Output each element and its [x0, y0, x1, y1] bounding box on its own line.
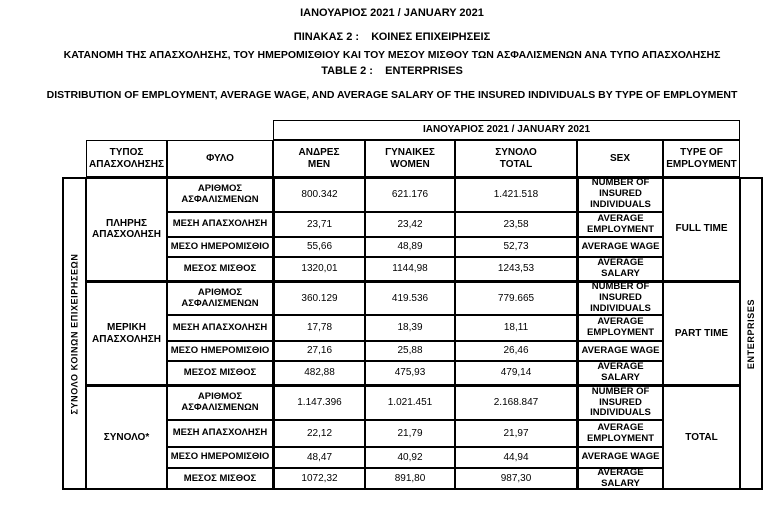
value-women: 419.536	[365, 281, 455, 315]
row-group-label-part-time-gr: ΜΕΡΙΚΗ ΑΠΑΣΧΟΛΗΣΗ	[86, 281, 167, 385]
col-header-men	[273, 140, 365, 177]
metric-label-gr: ΑΡΙΘΜΟΣ ΑΣΦΑΛΙΣΜΕΝΩΝ	[167, 385, 273, 420]
col-header-men-en: MEN	[307, 158, 331, 170]
col-header-sex-gr: ΦΥΛΟ	[167, 140, 273, 177]
value-men: 360.129	[273, 281, 365, 315]
value-women: 475,93	[365, 361, 455, 385]
value-women: 23,42	[365, 212, 455, 237]
value-total: 44,94	[455, 447, 577, 468]
metric-label-gr: ΜΕΣΟΣ ΜΙΣΘΟΣ	[167, 468, 273, 490]
value-men: 22,12	[273, 420, 365, 447]
right-strip-label: ENTERPRISES	[746, 298, 757, 369]
doc-title-table-number-en: TABLE 2 : ENTERPRISES	[321, 65, 463, 77]
col-header-women	[365, 140, 455, 177]
value-men: 1072,32	[273, 468, 365, 490]
left-strip-total-common-enterprises	[62, 177, 86, 490]
value-men: 48,47	[273, 447, 365, 468]
value-total: 18,11	[455, 315, 577, 341]
value-total: 23,58	[455, 212, 577, 237]
metric-label-en: AVERAGE SALARY	[577, 257, 663, 281]
metric-label-en: NUMBER OF INSURED INDIVIDUALS	[577, 385, 663, 420]
col-header-type-en: TYPE OF EMPLOYMENT	[663, 140, 740, 177]
metric-label-gr: ΜΕΣΟΣ ΜΙΣΘΟΣ	[167, 361, 273, 385]
col-header-total	[455, 140, 577, 177]
metric-label-gr: ΜΕΣΗ ΑΠΑΣΧΟΛΗΣΗ	[167, 212, 273, 237]
row-group-label-total-gr: ΣΥΝΟΛΟ*	[86, 385, 167, 490]
doc-title-description-en: DISTRIBUTION OF EMPLOYMENT, AVERAGE WAGE, AND AVERAGE SALARY OF THE INSURED INDIVIDUALS BY TYPE OF EMPLOYMENT	[46, 89, 738, 101]
doc-title-table-number-gr: ΠΙΝΑΚΑΣ 2 : ΚΟΙΝΕΣ ΕΠΙΧΕΙΡΗΣΕΙΣ	[293, 31, 491, 43]
value-men: 55,66	[273, 237, 365, 257]
metric-label-en: NUMBER OF INSURED INDIVIDUALS	[577, 281, 663, 315]
col-header-total-gr: ΣΥΝΟΛΟ	[495, 147, 537, 158]
metric-label-gr: ΜΕΣΗ ΑΠΑΣΧΟΛΗΣΗ	[167, 315, 273, 341]
metric-label-gr: ΑΡΙΘΜΟΣ ΑΣΦΑΛΙΣΜΕΝΩΝ	[167, 177, 273, 212]
left-strip-label: ΣΥΝΟΛΟ ΚΟΙΝΩΝ ΕΠΙΧΕΙΡΗΣΕΩΝ	[69, 253, 79, 414]
row-group-label-part-time-en: PART TIME	[663, 281, 740, 385]
value-men: 1.147.396	[273, 385, 365, 420]
value-women: 40,92	[365, 447, 455, 468]
value-total: 987,30	[455, 468, 577, 490]
col-header-sex-en: SEX	[577, 140, 663, 177]
metric-label-en: AVERAGE SALARY	[577, 361, 663, 385]
value-total: 1243,53	[455, 257, 577, 281]
value-total: 479,14	[455, 361, 577, 385]
value-total: 26,46	[455, 341, 577, 361]
value-men: 1320,01	[273, 257, 365, 281]
value-men: 482,88	[273, 361, 365, 385]
value-total: 779.665	[455, 281, 577, 315]
metric-label-gr: ΜΕΣΗ ΑΠΑΣΧΟΛΗΣΗ	[167, 420, 273, 447]
metric-label-en: AVERAGE EMPLOYMENT	[577, 420, 663, 447]
metric-label-en: NUMBER OF INSURED INDIVIDUALS	[577, 177, 663, 212]
metric-label-en: AVERAGE EMPLOYMENT	[577, 212, 663, 237]
value-men: 17,78	[273, 315, 365, 341]
metric-label-gr: ΜΕΣΟ ΗΜΕΡΟΜΙΣΘΙΟ	[167, 447, 273, 468]
value-total: 52,73	[455, 237, 577, 257]
row-group-label-full-time-en: FULL TIME	[663, 177, 740, 281]
col-header-type-gr: ΤΥΠΟΣ ΑΠΑΣΧΟΛΗΣΗΣ	[86, 140, 167, 177]
metric-label-gr: ΜΕΣΟΣ ΜΙΣΘΟΣ	[167, 257, 273, 281]
metric-label-gr: ΜΕΣΟ ΗΜΕΡΟΜΙΣΘΙΟ	[167, 341, 273, 361]
value-women: 1.021.451	[365, 385, 455, 420]
value-women: 621.176	[365, 177, 455, 212]
table-period-band: ΙΑΝΟΥΑΡΙΟΣ 2021 / JANUARY 2021	[273, 120, 740, 140]
value-total: 2.168.847	[455, 385, 577, 420]
statistics-table	[62, 120, 763, 490]
value-women: 21,79	[365, 420, 455, 447]
metric-label-en: AVERAGE SALARY	[577, 468, 663, 490]
doc-title-description-gr: ΚΑΤΑΝΟΜΗ ΤΗΣ ΑΠΑΣΧΟΛΗΣΗΣ, ΤΟΥ ΗΜΕΡΟΜΙΣΘΙΟΥ ΚΑΙ ΤΟΥ ΜΕΣΟΥ ΜΙΣΘΟΥ ΤΩΝ ΑΣΦΑΛΙΣΜΕΝΩΝ ΑΝΑ ΤΥΠΟ ΑΠΑΣΧΟΛΗΣΗΣ	[63, 49, 721, 61]
metric-label-en: AVERAGE WAGE	[577, 341, 663, 361]
value-total: 21,97	[455, 420, 577, 447]
value-women: 48,89	[365, 237, 455, 257]
col-header-total-en: TOTAL	[499, 158, 533, 170]
metric-label-en: AVERAGE EMPLOYMENT	[577, 315, 663, 341]
value-women: 25,88	[365, 341, 455, 361]
value-women: 1144,98	[365, 257, 455, 281]
value-men: 800.342	[273, 177, 365, 212]
right-strip-enterprises	[740, 177, 763, 490]
value-men: 23,71	[273, 212, 365, 237]
metric-label-en: AVERAGE WAGE	[577, 447, 663, 468]
metric-label-gr: ΑΡΙΘΜΟΣ ΑΣΦΑΛΙΣΜΕΝΩΝ	[167, 281, 273, 315]
value-men: 27,16	[273, 341, 365, 361]
value-total: 1.421.518	[455, 177, 577, 212]
metric-label-gr: ΜΕΣΟ ΗΜΕΡΟΜΙΣΘΙΟ	[167, 237, 273, 257]
table-grid	[62, 120, 763, 490]
value-women: 891,80	[365, 468, 455, 490]
doc-title-period: ΙΑΝΟΥΑΡΙΟΣ 2021 / JANUARY 2021	[300, 7, 484, 19]
col-header-women-en: WOMEN	[390, 158, 430, 170]
row-group-label-total-en: TOTAL	[663, 385, 740, 490]
col-header-women-gr: ΓΥΝΑΙΚΕΣ	[385, 147, 435, 158]
col-header-men-gr: ΑΝΔΡΕΣ	[298, 147, 340, 158]
row-group-label-full-time-gr: ΠΛΗΡΗΣ ΑΠΑΣΧΟΛΗΣΗ	[86, 177, 167, 281]
metric-label-en: AVERAGE WAGE	[577, 237, 663, 257]
value-women: 18,39	[365, 315, 455, 341]
